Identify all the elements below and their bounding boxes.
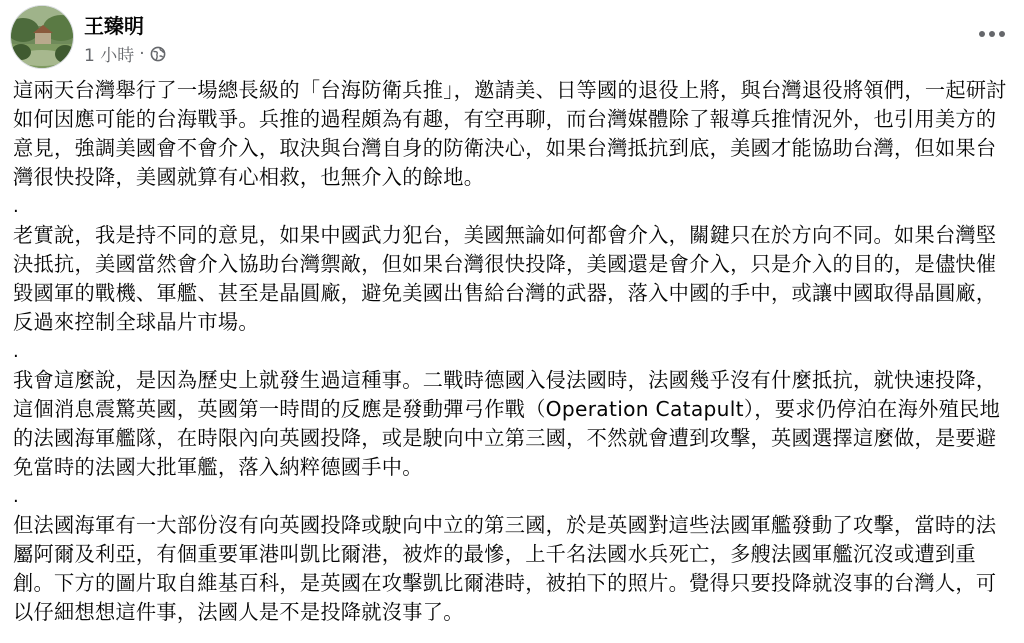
post-body [13, 76, 1016, 627]
post-timestamp[interactable]: 1 小時 [84, 46, 135, 66]
post-paragraph-3: 我會這麼說，是因為歷史上就發生過這種事。二戰時德國入侵法國時，法國幾乎沒有什麼抵抗，就快速投降，這個消息震驚英國，英國第一時間的反應是發動彈弓作戰（Operation Catapult），要求仍停泊在海外殖民地的法國海軍艦隊，在時限內向英國投降，或是駛向中立第三國，不然就會遭到攻擊，英國選擇這麼做，是要避免當時的法國大批軍艦，落入納粹德國手中。 [13, 368, 1001, 479]
more-options-button[interactable] [974, 22, 1010, 46]
more-dot [979, 31, 985, 37]
post-paragraph-4: 但法國海軍有一大部份沒有向英國投降或駛向中立的第三國，於是英國對這些法國軍艦發動了攻擊，當時的法屬阿爾及利亞，有個重要軍港叫凱比爾港，被炸的最慘，上千名法國水兵死亡，多艘法國軍艦沉沒或遭到重創。下方的圖片取自維基百科，是英國在攻擊凱比爾港時，被拍下的照片。覺得只要投降就沒事的台灣人，可以仔細想想這件事，法國人是不是投降就沒事了。 [13, 513, 997, 624]
more-dot [989, 31, 995, 37]
more-dot [999, 31, 1005, 37]
author-name[interactable]: 王臻明 [84, 14, 144, 38]
post-paragraph-1: 這兩天台灣舉行了一場總長級的「台海防衛兵推」，邀請美、日等國的退役上將，與台灣退役將領們，一起研討如何因應可能的台海戰爭。兵推的過程頗為有趣，有空再聊，而台灣媒體除了報導兵推情況外，也引用美方的意見，強調美國會不會介入，取決與台灣自身的防衛決心，如果台灣抵抗到底，美國才能協助台灣，但如果台灣很快投降，美國就算有心相救，也無介入的餘地。 [13, 78, 1007, 189]
post-paragraph-2: 老實說，我是持不同的意見，如果中國武力犯台，美國無論如何都會介入，關鍵只在於方向不同。如果台灣堅決抵抗，美國當然會介入協助台灣禦敵，但如果台灣很快投降，美國還是會介入，只是介入的目的，是儘快催毀國軍的戰機、軍艦、甚至是晶圓廠，避免美國出售給台灣的武器，落入中國的手中，或讓中國取得晶圓廠，反過來控制全球晶片市場。 [13, 223, 997, 334]
avatar-landscape-photo [11, 6, 73, 68]
author-avatar[interactable] [10, 5, 74, 69]
paragraph-separator: . [13, 486, 20, 507]
paragraph-separator: . [13, 341, 20, 362]
globe-icon[interactable] [150, 46, 166, 62]
paragraph-separator: . [13, 196, 20, 217]
meta-separator: · [139, 43, 145, 64]
post-meta [84, 41, 166, 66]
